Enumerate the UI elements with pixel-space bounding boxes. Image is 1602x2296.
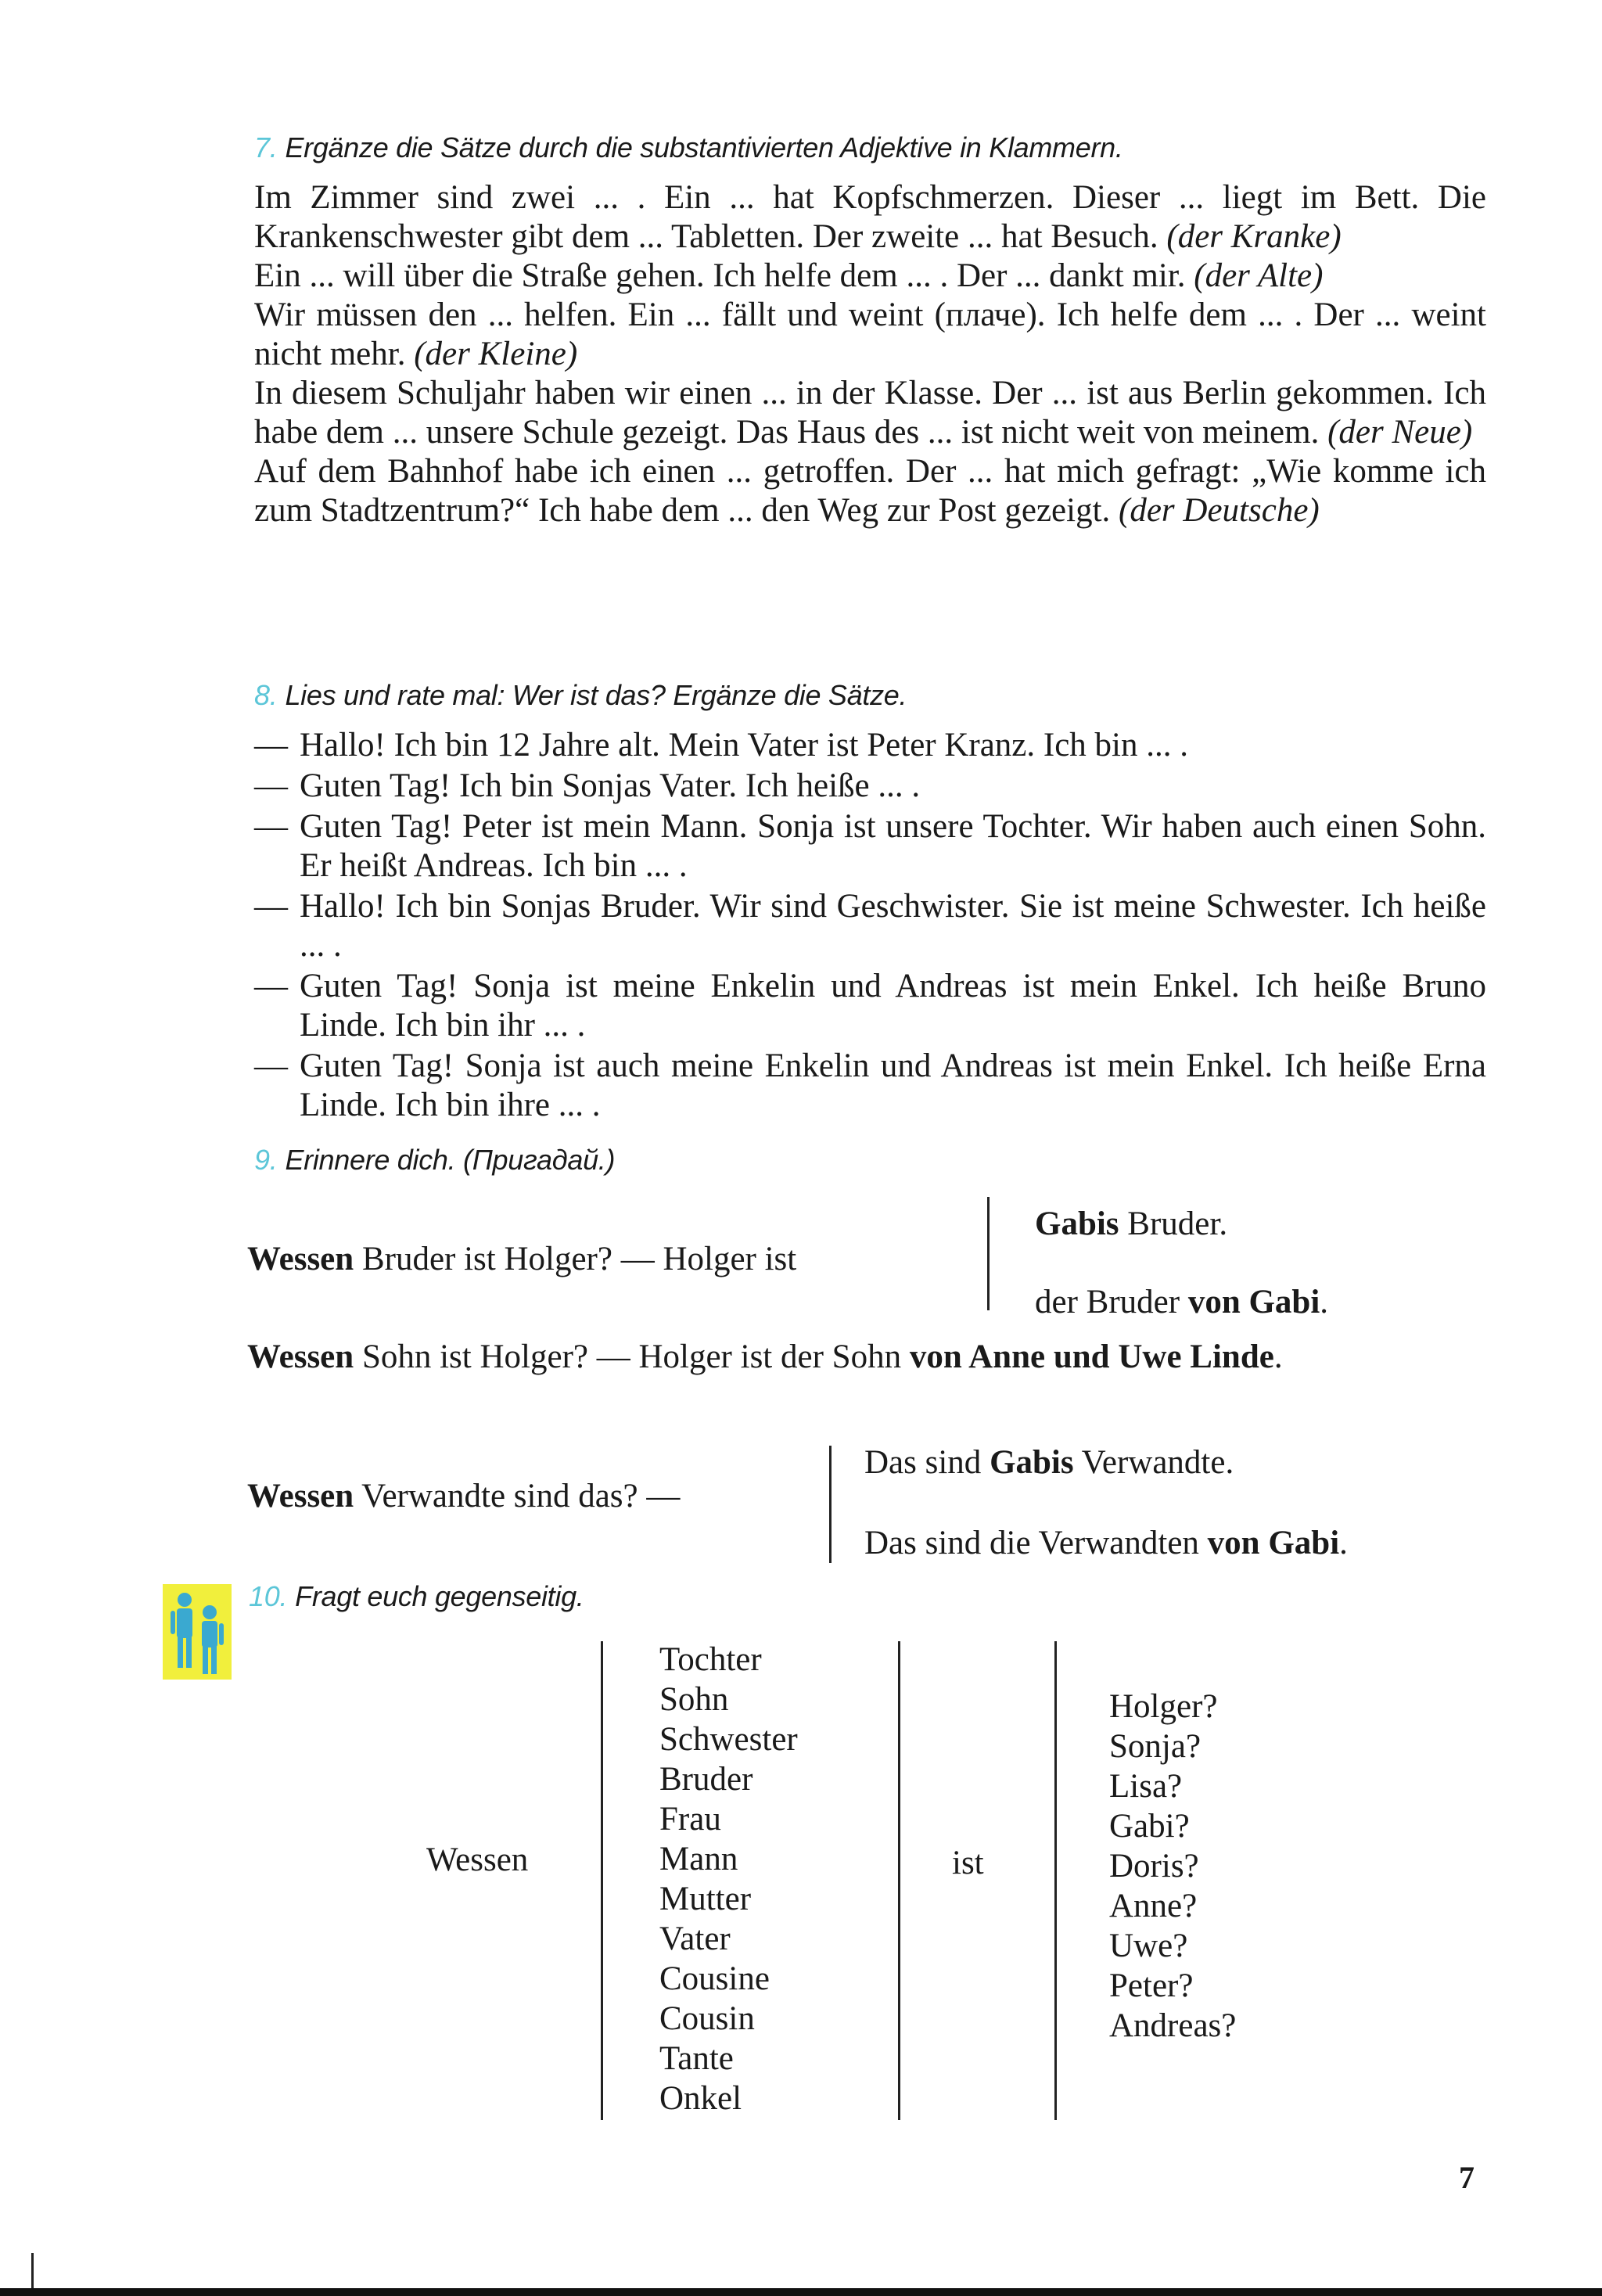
divider xyxy=(987,1197,990,1310)
answer-bold: von Anne und Uwe Linde xyxy=(909,1338,1274,1375)
task-9-title: Erinnere dich. (Пригадай.) xyxy=(285,1144,616,1176)
paragraph-hint: (der Kranke) xyxy=(1166,218,1342,255)
task-7-paragraph xyxy=(254,452,1486,530)
relation-item: Schwester xyxy=(659,1721,798,1758)
wessen-word: Wessen xyxy=(247,1241,354,1277)
question-text: Verwandte sind das? — xyxy=(354,1478,681,1514)
name-item: Andreas? xyxy=(1109,2007,1237,2044)
relation-item: Tochter xyxy=(659,1641,762,1678)
dash: — xyxy=(254,968,288,1004)
paragraph-text: Wir müssen den ... helfen. Ein ... fällt und weint (плаче). Ich helfe dem ... . Der ... weint nicht mehr. xyxy=(254,296,1486,372)
answer-text: Das sind xyxy=(864,1444,990,1481)
relation-item: Mann xyxy=(659,1841,738,1877)
dash: — xyxy=(254,727,288,764)
question-text: Sohn ist Holger? — Holger ist der Sohn xyxy=(354,1338,910,1375)
paragraph-hint: (der Neue) xyxy=(1327,414,1473,451)
relation-item: Onkel xyxy=(659,2080,742,2117)
task-7-title: Ergänze die Sätze durch die substantivierten Adjektive in Klammern. xyxy=(285,131,1123,163)
answer-1b xyxy=(1035,1283,1328,1321)
paragraph-hint: (der Kleine) xyxy=(414,336,578,372)
answer-text: der Bruder xyxy=(1035,1284,1188,1320)
relation-item: Sohn xyxy=(659,1681,729,1718)
page-edge-mark xyxy=(31,2253,34,2288)
relation-item: Cousin xyxy=(659,2000,755,2037)
answer-3a xyxy=(864,1443,1234,1482)
relation-item: Tante xyxy=(659,2040,734,2077)
paragraph-text: Auf dem Bahnhof habe ich einen ... getroffen. Der ... hat mich gefragt: „Wie komme ich zum Stadtzentrum?“ Ich habe dem ... den Weg zur Post gezeigt. xyxy=(254,453,1486,529)
dialogue-text: Guten Tag! Sonja ist meine Enkelin und Andreas ist mein Enkel. Ich heiße Bruno Linde. Ich bin ihr ... . xyxy=(300,968,1486,1044)
task-8-title: Lies und rate mal: Wer ist das? Ergänze die Sätze. xyxy=(285,679,907,711)
wessen-cell: Wessen xyxy=(426,1841,529,1878)
divider xyxy=(829,1446,832,1563)
table-divider xyxy=(1054,1641,1057,2120)
task-7-number: 7. xyxy=(254,131,278,163)
question-text: Bruder ist Holger? — Holger ist xyxy=(354,1241,797,1277)
dialogue-line xyxy=(254,767,1486,806)
answer-text: Das sind die Verwandten xyxy=(864,1525,1208,1561)
ist-cell: ist xyxy=(952,1845,984,1881)
dialogue-text: Hallo! Ich bin 12 Jahre alt. Mein Vater ist Peter Kranz. Ich bin ... . xyxy=(300,727,1188,764)
task-9-number: 9. xyxy=(254,1144,278,1176)
answer-3b xyxy=(864,1524,1348,1562)
relation-item: Mutter xyxy=(659,1881,752,1917)
answer-bold: Gabis xyxy=(990,1444,1074,1481)
task-8 xyxy=(254,679,1486,1126)
answer-end: Verwandte. xyxy=(1073,1444,1234,1481)
task-7-text xyxy=(254,178,1486,530)
paragraph-text: Im Zimmer sind zwei ... . Ein ... hat Kopfschmerzen. Dieser ... liegt im Bett. Die Krankenschwester gibt dem ... Tabletten. Der zweite ... hat Besuch. xyxy=(254,179,1486,255)
question-2 xyxy=(247,1338,1483,1377)
task-10-title: Fragt euch gegenseitig. xyxy=(295,1580,584,1612)
dialogue-text: Guten Tag! Ich bin Sonjas Vater. Ich heiße ... . xyxy=(300,767,921,804)
task-7-paragraph xyxy=(254,374,1486,452)
dialogue-line xyxy=(254,1047,1486,1125)
wessen-word: Wessen xyxy=(247,1338,354,1375)
answer-text: Bruder. xyxy=(1119,1205,1228,1242)
relations-list xyxy=(659,1640,798,2118)
answer-1a xyxy=(1035,1205,1227,1243)
name-item: Lisa? xyxy=(1109,1768,1183,1805)
task-7-heading xyxy=(254,131,1486,164)
name-item: Anne? xyxy=(1109,1888,1198,1924)
name-item: Holger? xyxy=(1109,1688,1218,1725)
task-8-number: 8. xyxy=(254,679,278,711)
names-list xyxy=(1109,1687,1236,2046)
answer-end: . xyxy=(1339,1525,1348,1561)
page-bottom-edge xyxy=(0,2288,1602,2296)
task-8-dialogue xyxy=(254,726,1486,1125)
question-3 xyxy=(247,1477,680,1515)
pair-work-icon xyxy=(163,1584,232,1680)
dash: — xyxy=(254,888,288,925)
dialogue-line xyxy=(254,887,1486,965)
dialogue-line xyxy=(254,967,1486,1045)
dialogue-text: Hallo! Ich bin Sonjas Bruder. Wir sind Geschwister. Sie ist meine Schwester. Ich heiße ... . xyxy=(300,888,1486,964)
paragraph-text: Ein ... will über die Straße gehen. Ich helfe dem ... . Der ... dankt mir. xyxy=(254,257,1186,294)
task-8-heading xyxy=(254,679,1486,712)
task-7-paragraph xyxy=(254,178,1486,257)
task-7-paragraph xyxy=(254,257,1486,296)
task-10-number: 10. xyxy=(249,1580,288,1612)
task-10-heading xyxy=(249,1580,1481,1613)
answer-bold: Gabis xyxy=(1035,1205,1119,1242)
task-7 xyxy=(254,131,1486,530)
answer-bold: von Gabi xyxy=(1187,1284,1320,1320)
paragraph-hint: (der Alte) xyxy=(1194,257,1324,294)
name-item: Peter? xyxy=(1109,1967,1194,2004)
question-1 xyxy=(247,1240,796,1278)
answer-end: . xyxy=(1273,1338,1283,1375)
table-divider xyxy=(601,1641,603,2120)
dialogue-line xyxy=(254,807,1486,886)
relation-item: Bruder xyxy=(659,1761,753,1798)
dash: — xyxy=(254,1047,288,1084)
name-item: Sonja? xyxy=(1109,1728,1202,1765)
name-item: Doris? xyxy=(1109,1848,1199,1885)
dialogue-line xyxy=(254,726,1486,765)
answer-end: . xyxy=(1320,1284,1329,1320)
dialogue-text: Guten Tag! Peter ist mein Mann. Sonja ist unsere Tochter. Wir haben auch einen Sohn. Er heißt Andreas. Ich bin ... . xyxy=(300,808,1486,884)
dialogue-text: Guten Tag! Sonja ist auch meine Enkelin und Andreas ist mein Enkel. Ich heiße Erna Linde. Ich bin ihre ... . xyxy=(300,1047,1486,1123)
name-item: Gabi? xyxy=(1109,1808,1190,1845)
task-7-paragraph xyxy=(254,296,1486,374)
page-number: 7 xyxy=(1459,2160,1474,2195)
relation-item: Frau xyxy=(659,1801,721,1838)
answer-bold: von Gabi xyxy=(1207,1525,1340,1561)
wessen-word: Wessen xyxy=(247,1478,354,1514)
table-divider xyxy=(898,1641,900,2120)
name-item: Uwe? xyxy=(1109,1928,1188,1964)
dash: — xyxy=(254,808,288,845)
relation-item: Cousine xyxy=(659,1960,770,1997)
paragraph-hint: (der Deutsche) xyxy=(1119,492,1320,529)
paragraph-text: In diesem Schuljahr haben wir einen ... in der Klasse. Der ... ist aus Berlin gekommen. Ich habe dem ... unsere Schule gezeigt. Das Haus des ... ist nicht weit von meinem. xyxy=(254,375,1486,451)
task-9-heading xyxy=(254,1144,1486,1177)
dash: — xyxy=(254,767,288,804)
relation-item: Vater xyxy=(659,1921,731,1957)
